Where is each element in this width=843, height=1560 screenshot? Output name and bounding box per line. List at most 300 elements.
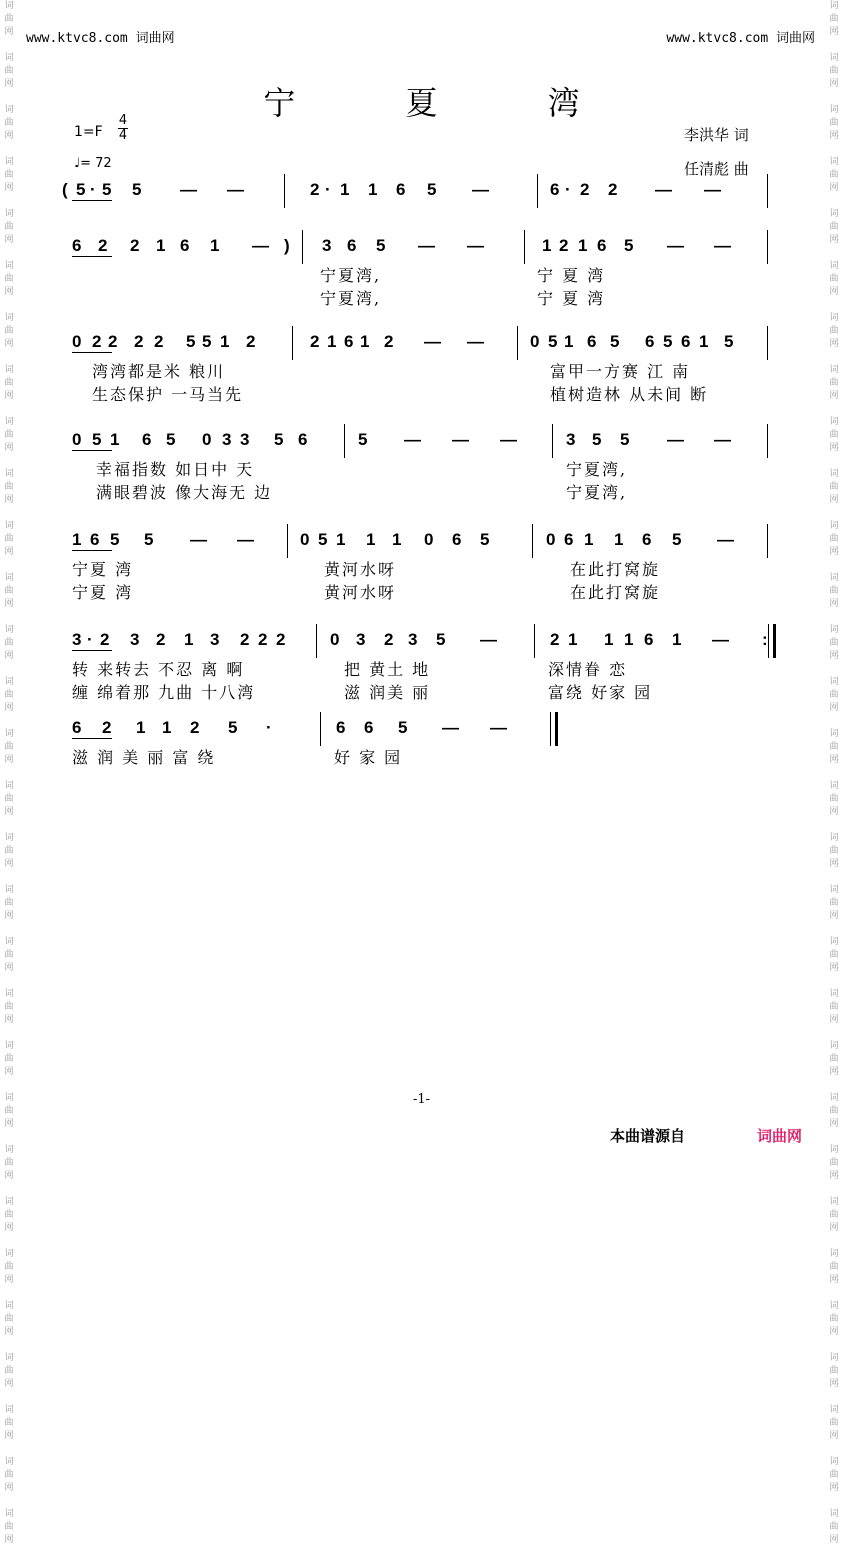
score-note: 2 xyxy=(240,630,250,649)
watermark-char: 曲 xyxy=(4,1522,14,1532)
score-note: 1 xyxy=(110,430,120,449)
watermark-char: 网 xyxy=(829,1119,839,1129)
lyric-line-2: 宁夏湾, xyxy=(566,483,628,502)
final-barline xyxy=(550,712,558,746)
score-row xyxy=(62,180,784,220)
score-note: 1 xyxy=(568,630,578,649)
watermark-char: 曲 xyxy=(4,1470,14,1480)
score-note: 6 xyxy=(298,430,308,449)
score-note: 6 xyxy=(452,530,462,549)
score-note: 1 xyxy=(340,180,350,199)
watermark-char: 网 xyxy=(829,235,839,245)
score-row xyxy=(62,530,784,602)
watermark-gap xyxy=(0,871,18,884)
watermark-gap xyxy=(825,1027,843,1040)
lyric-line-1: 把 黄土 地 xyxy=(344,660,431,679)
watermark-char: 曲 xyxy=(4,430,14,440)
watermark-char: 网 xyxy=(4,391,14,401)
score-note: 0 xyxy=(530,332,540,351)
watermark-char: 网 xyxy=(4,547,14,557)
watermark-gap xyxy=(0,1027,18,1040)
left-watermark-strip xyxy=(0,0,18,1545)
watermark-char: 词 xyxy=(829,1145,839,1155)
watermark-char: 曲 xyxy=(4,898,14,908)
lyric-line-1: 转 来转去 不忍 离 啊 xyxy=(72,660,245,679)
tempo-mark xyxy=(74,156,112,171)
watermark-gap xyxy=(0,143,18,156)
watermark-char: 网 xyxy=(4,495,14,505)
score-note: 1 xyxy=(72,530,82,549)
score-note: — xyxy=(237,530,254,549)
watermark-char: 曲 xyxy=(4,1262,14,1272)
watermark-char: 曲 xyxy=(829,1054,839,1064)
score-note: 6 xyxy=(72,236,82,255)
barline xyxy=(537,174,538,208)
score-note: 1 xyxy=(624,630,634,649)
watermark-gap xyxy=(825,819,843,832)
watermark-char: 曲 xyxy=(4,1314,14,1324)
watermark-char: 网 xyxy=(829,599,839,609)
watermark-char: 词 xyxy=(829,157,839,167)
watermark-char: 网 xyxy=(829,27,839,37)
score-note: 1 xyxy=(210,236,220,255)
watermark-gap xyxy=(825,39,843,52)
score-note: — xyxy=(467,236,484,255)
score-note: — xyxy=(712,630,729,649)
watermark-char: 曲 xyxy=(829,846,839,856)
watermark-char: 曲 xyxy=(4,326,14,336)
watermark-char: 词 xyxy=(829,1353,839,1363)
watermark-char: 曲 xyxy=(4,1210,14,1220)
watermark-gap xyxy=(825,299,843,312)
watermark-char: 曲 xyxy=(829,118,839,128)
lyric-line-2: 生态保护 一马当先 xyxy=(92,385,244,404)
barline xyxy=(344,424,345,458)
watermark-char: 曲 xyxy=(829,1262,839,1272)
watermark-char: 曲 xyxy=(4,1366,14,1376)
watermark-char: 网 xyxy=(4,651,14,661)
watermark-char: 曲 xyxy=(829,742,839,752)
beam-underline xyxy=(72,550,112,551)
barline xyxy=(767,174,768,208)
watermark-gap xyxy=(0,767,18,780)
score-note: 6 xyxy=(364,718,374,737)
repeat-end-barline xyxy=(768,624,776,658)
composer: 任清彪 曲 xyxy=(684,160,749,178)
lyric-line-2: 在此打窝旋 xyxy=(570,583,661,602)
score-note: 1 xyxy=(156,236,166,255)
watermark-gap xyxy=(0,1235,18,1248)
score-note: — xyxy=(667,430,684,449)
score-note: 5 xyxy=(186,332,196,351)
barline xyxy=(287,524,288,558)
score-note: 5 xyxy=(436,630,446,649)
watermark-char: 词 xyxy=(4,105,14,115)
watermark-gap xyxy=(0,403,18,416)
score-note: 5 xyxy=(398,718,408,737)
barline xyxy=(552,424,553,458)
watermark-char: 词 xyxy=(829,417,839,427)
watermark-gap xyxy=(0,715,18,728)
watermark-gap xyxy=(825,1547,843,1560)
watermark-char: 词 xyxy=(829,1509,839,1519)
watermark-gap xyxy=(0,299,18,312)
score-note: 2 xyxy=(92,332,102,351)
watermark-char: 网 xyxy=(4,1483,14,1493)
score-note: 5 xyxy=(548,332,558,351)
watermark-char: 网 xyxy=(829,1223,839,1233)
watermark-char: 网 xyxy=(829,859,839,869)
watermark-char: 网 xyxy=(4,1535,14,1545)
watermark-char: 曲 xyxy=(4,690,14,700)
score-note: 2 xyxy=(190,718,200,737)
tempo-value: = 72 xyxy=(80,156,112,171)
watermark-gap xyxy=(0,1339,18,1352)
watermark-char: 曲 xyxy=(829,638,839,648)
watermark-char: 曲 xyxy=(4,1002,14,1012)
score-note: 5 xyxy=(624,236,634,255)
watermark-gap xyxy=(825,1131,843,1144)
score-note: 1 xyxy=(366,530,376,549)
score-note: 0 xyxy=(300,530,310,549)
watermark-char: 词 xyxy=(4,1353,14,1363)
barline xyxy=(524,230,525,264)
score-note: 2 xyxy=(384,332,394,351)
score-note: 0 xyxy=(546,530,556,549)
watermark-char: 曲 xyxy=(4,1106,14,1116)
watermark-gap xyxy=(0,559,18,572)
score-note: 2 xyxy=(154,332,164,351)
score-note: 2 xyxy=(276,630,286,649)
meter-top: 4 xyxy=(118,113,128,128)
watermark-char: 词 xyxy=(4,209,14,219)
watermark-gap xyxy=(825,455,843,468)
score-note: · xyxy=(87,630,93,649)
score-note: 3 xyxy=(222,430,232,449)
lyric-line-1: 宁夏湾, xyxy=(320,266,382,285)
watermark-char: 网 xyxy=(4,703,14,713)
lyric-line-2: 植树造林 从未间 断 xyxy=(550,385,709,404)
score-note: 2 xyxy=(580,180,590,199)
score-row xyxy=(62,430,784,502)
watermark-gap xyxy=(825,1079,843,1092)
watermark-char: 曲 xyxy=(829,1314,839,1324)
watermark-char: 网 xyxy=(829,391,839,401)
watermark-char: 词 xyxy=(4,937,14,947)
score-note: 5 xyxy=(110,530,120,549)
watermark-gap xyxy=(825,507,843,520)
watermark-char: 词 xyxy=(4,313,14,323)
score-note: 0 xyxy=(330,630,340,649)
watermark-gap xyxy=(0,923,18,936)
score-note: 5 xyxy=(144,530,154,549)
score-note: ) xyxy=(284,236,290,255)
lyric-line-2: 满眼碧波 像大海无 边 xyxy=(96,483,273,502)
watermark-char: 词 xyxy=(4,781,14,791)
watermark-char: 网 xyxy=(4,443,14,453)
watermark-char: 曲 xyxy=(4,846,14,856)
score-note: 6 xyxy=(72,718,82,737)
score-note: 0 xyxy=(202,430,212,449)
score-note: 5 xyxy=(318,530,328,549)
watermark-char: 网 xyxy=(829,755,839,765)
score-note: 1 xyxy=(392,530,402,549)
watermark-gap xyxy=(0,195,18,208)
score-note: — xyxy=(442,718,459,737)
score-note: 2 xyxy=(102,718,112,737)
score-note: 1 xyxy=(136,718,146,737)
score-note: 5 xyxy=(358,430,368,449)
quarter-note-icon: ♩ xyxy=(74,156,81,171)
score-note: 1 xyxy=(542,236,552,255)
watermark-char: 词 xyxy=(4,729,14,739)
lyricist: 李洪华 词 xyxy=(684,126,749,144)
barline xyxy=(532,524,533,558)
beam-underline xyxy=(72,352,112,353)
score-note: 6 xyxy=(642,530,652,549)
watermark-gap xyxy=(0,1495,18,1508)
watermark-gap xyxy=(825,247,843,260)
beam-underline xyxy=(72,738,112,739)
watermark-char: 词 xyxy=(829,677,839,687)
watermark-gap xyxy=(0,507,18,520)
watermark-char: 词 xyxy=(4,521,14,531)
watermark-gap xyxy=(825,663,843,676)
score-note: 5 xyxy=(166,430,176,449)
watermark-char: 曲 xyxy=(829,274,839,284)
watermark-char: 词 xyxy=(4,885,14,895)
watermark-gap xyxy=(0,975,18,988)
watermark-char: 词 xyxy=(4,157,14,167)
watermark-char: 曲 xyxy=(4,222,14,232)
watermark-char: 曲 xyxy=(829,1158,839,1168)
watermark-gap xyxy=(825,923,843,936)
score-note: 2 xyxy=(246,332,256,351)
score-note: — xyxy=(472,180,489,199)
watermark-char: 曲 xyxy=(4,794,14,804)
watermark-char: 词 xyxy=(829,1249,839,1259)
watermark-char: 曲 xyxy=(4,1158,14,1168)
watermark-char: 网 xyxy=(4,235,14,245)
watermark-char: 词 xyxy=(4,1509,14,1519)
watermark-char: 曲 xyxy=(829,222,839,232)
score-note: 0 xyxy=(72,332,82,351)
watermark-char: 网 xyxy=(829,703,839,713)
watermark-char: 曲 xyxy=(829,66,839,76)
watermark-char: 词 xyxy=(829,573,839,583)
watermark-char: 曲 xyxy=(829,950,839,960)
watermark-char: 曲 xyxy=(829,1470,839,1480)
watermark-char: 曲 xyxy=(829,1002,839,1012)
watermark-char: 词 xyxy=(4,1405,14,1415)
score-note: 3 xyxy=(356,630,366,649)
watermark-char: 词 xyxy=(829,365,839,375)
score-note: 2 xyxy=(310,180,320,199)
barline xyxy=(284,174,285,208)
lyric-line-2: 宁夏湾, xyxy=(320,289,382,308)
watermark-char: 网 xyxy=(4,1067,14,1077)
watermark-char: 词 xyxy=(4,365,14,375)
watermark-gap xyxy=(825,403,843,416)
watermark-gap xyxy=(825,1495,843,1508)
score-note: — xyxy=(500,430,517,449)
watermark-char: 曲 xyxy=(829,586,839,596)
score-note: 1 xyxy=(162,718,172,737)
watermark-char: 网 xyxy=(4,1015,14,1025)
score-note: 3 xyxy=(130,630,140,649)
score-note: 5 xyxy=(592,430,602,449)
beam-underline xyxy=(72,650,112,651)
score-note: 6 xyxy=(644,630,654,649)
score-note: — xyxy=(404,430,421,449)
watermark-char: 网 xyxy=(4,339,14,349)
watermark-char: 曲 xyxy=(4,586,14,596)
score-note: 1 xyxy=(336,530,346,549)
watermark-char: 网 xyxy=(4,131,14,141)
watermark-char: 曲 xyxy=(4,118,14,128)
score-note: 5 xyxy=(228,718,238,737)
lyric-line-1: 湾湾都是米 粮川 xyxy=(92,362,226,381)
score-note: 2 xyxy=(98,236,108,255)
watermark-gap xyxy=(0,1079,18,1092)
watermark-char: 网 xyxy=(829,339,839,349)
watermark-char: 网 xyxy=(829,963,839,973)
watermark-char: 曲 xyxy=(829,898,839,908)
watermark-char: 词 xyxy=(4,989,14,999)
score-note: ( xyxy=(62,180,68,199)
score-note: 5 xyxy=(672,530,682,549)
score-note: — xyxy=(490,718,507,737)
score-note: 5 xyxy=(102,180,112,199)
site-url-right: www.ktvc8.com 词曲网 xyxy=(666,31,815,46)
watermark-gap xyxy=(0,455,18,468)
lyric-line-1: 宁 夏 湾 xyxy=(537,266,606,285)
watermark-char: 曲 xyxy=(4,66,14,76)
watermark-char: 词 xyxy=(829,313,839,323)
watermark-char: 网 xyxy=(4,1327,14,1337)
lyric-line-1: 深情眷 恋 xyxy=(548,660,628,679)
score-note: · xyxy=(565,180,571,199)
score-note: — xyxy=(714,430,731,449)
watermark-char: 网 xyxy=(829,651,839,661)
watermark-char: 词 xyxy=(829,1041,839,1051)
score-note: 6 xyxy=(550,180,560,199)
watermark-char: 词 xyxy=(4,417,14,427)
watermark-char: 词 xyxy=(4,261,14,271)
watermark-gap xyxy=(825,975,843,988)
score-note: — xyxy=(667,236,684,255)
lyric-line-2: 缠 绵着那 九曲 十八湾 xyxy=(72,683,256,702)
watermark-char: 词 xyxy=(829,1093,839,1103)
score-note: 5 xyxy=(76,180,86,199)
watermark-char: 网 xyxy=(829,183,839,193)
watermark-gap xyxy=(0,1287,18,1300)
score-note: 2 xyxy=(608,180,618,199)
watermark-char: 词 xyxy=(829,261,839,271)
score-note: 6 xyxy=(681,332,691,351)
watermark-gap xyxy=(825,1443,843,1456)
lyric-line-1: 幸福指数 如日中 天 xyxy=(96,460,255,479)
score-note: — xyxy=(704,180,721,199)
watermark-char: 词 xyxy=(4,53,14,63)
watermark-gap xyxy=(825,1183,843,1196)
watermark-char: 曲 xyxy=(829,1210,839,1220)
score-note: — xyxy=(452,430,469,449)
score-row xyxy=(62,718,784,767)
watermark-char: 网 xyxy=(829,1275,839,1285)
score-note: — xyxy=(655,180,672,199)
watermark-char: 网 xyxy=(829,1015,839,1025)
score-note: : xyxy=(762,630,768,649)
meter-bottom: 4 xyxy=(118,128,128,143)
watermark-char: 曲 xyxy=(4,170,14,180)
watermark-char: 曲 xyxy=(829,1366,839,1376)
watermark-char: 网 xyxy=(829,495,839,505)
score-note: 6 xyxy=(336,718,346,737)
watermark-char: 词 xyxy=(4,625,14,635)
score-note: — xyxy=(418,236,435,255)
score-note: 5 xyxy=(663,332,673,351)
barline xyxy=(302,230,303,264)
watermark-gap xyxy=(825,1287,843,1300)
watermark-char: 曲 xyxy=(829,170,839,180)
page-number: -1- xyxy=(412,1092,431,1107)
watermark-char: 词 xyxy=(4,573,14,583)
watermark-gap xyxy=(825,611,843,624)
watermark-char: 网 xyxy=(4,859,14,869)
watermark-char: 网 xyxy=(4,183,14,193)
watermark-char: 词 xyxy=(829,521,839,531)
watermark-char: 网 xyxy=(829,443,839,453)
watermark-char: 网 xyxy=(829,1171,839,1181)
score-note: 5 xyxy=(427,180,437,199)
brand-logo: 词曲网 xyxy=(757,1127,803,1145)
watermark-char: 网 xyxy=(829,911,839,921)
barline xyxy=(320,712,321,746)
watermark-gap xyxy=(0,1391,18,1404)
score-note: 1 xyxy=(564,332,574,351)
barline xyxy=(534,624,535,658)
right-watermark-strip xyxy=(825,0,843,1545)
watermark-gap xyxy=(825,1391,843,1404)
watermark-char: 网 xyxy=(829,1535,839,1545)
lyric-line-2: 宁夏 湾 xyxy=(72,583,134,602)
score-note: 2 xyxy=(156,630,166,649)
watermark-char: 网 xyxy=(4,755,14,765)
score-note: 5 xyxy=(376,236,386,255)
watermark-char: 词 xyxy=(829,1405,839,1415)
lyric-line-1: 黄河水呀 xyxy=(324,560,397,579)
watermark-gap xyxy=(825,767,843,780)
score-note: 5 xyxy=(610,332,620,351)
beam-underline xyxy=(72,450,112,451)
site-url-left: www.ktvc8.com 词曲网 xyxy=(26,31,175,46)
time-signature xyxy=(118,114,128,143)
score-note: 2 xyxy=(559,236,569,255)
watermark-gap xyxy=(825,871,843,884)
score-note: 1 xyxy=(699,332,709,351)
score-note: · xyxy=(90,180,96,199)
lyric-line-1: 好 家 园 xyxy=(334,748,403,767)
score-note: 2 xyxy=(100,630,110,649)
watermark-char: 网 xyxy=(829,807,839,817)
key-signature: 1=F xyxy=(74,124,103,140)
watermark-char: 词 xyxy=(4,677,14,687)
watermark-char: 网 xyxy=(4,1223,14,1233)
watermark-char: 曲 xyxy=(829,326,839,336)
score-note: 3 xyxy=(408,630,418,649)
lyric-line-1: 宁夏 湾 xyxy=(72,560,134,579)
